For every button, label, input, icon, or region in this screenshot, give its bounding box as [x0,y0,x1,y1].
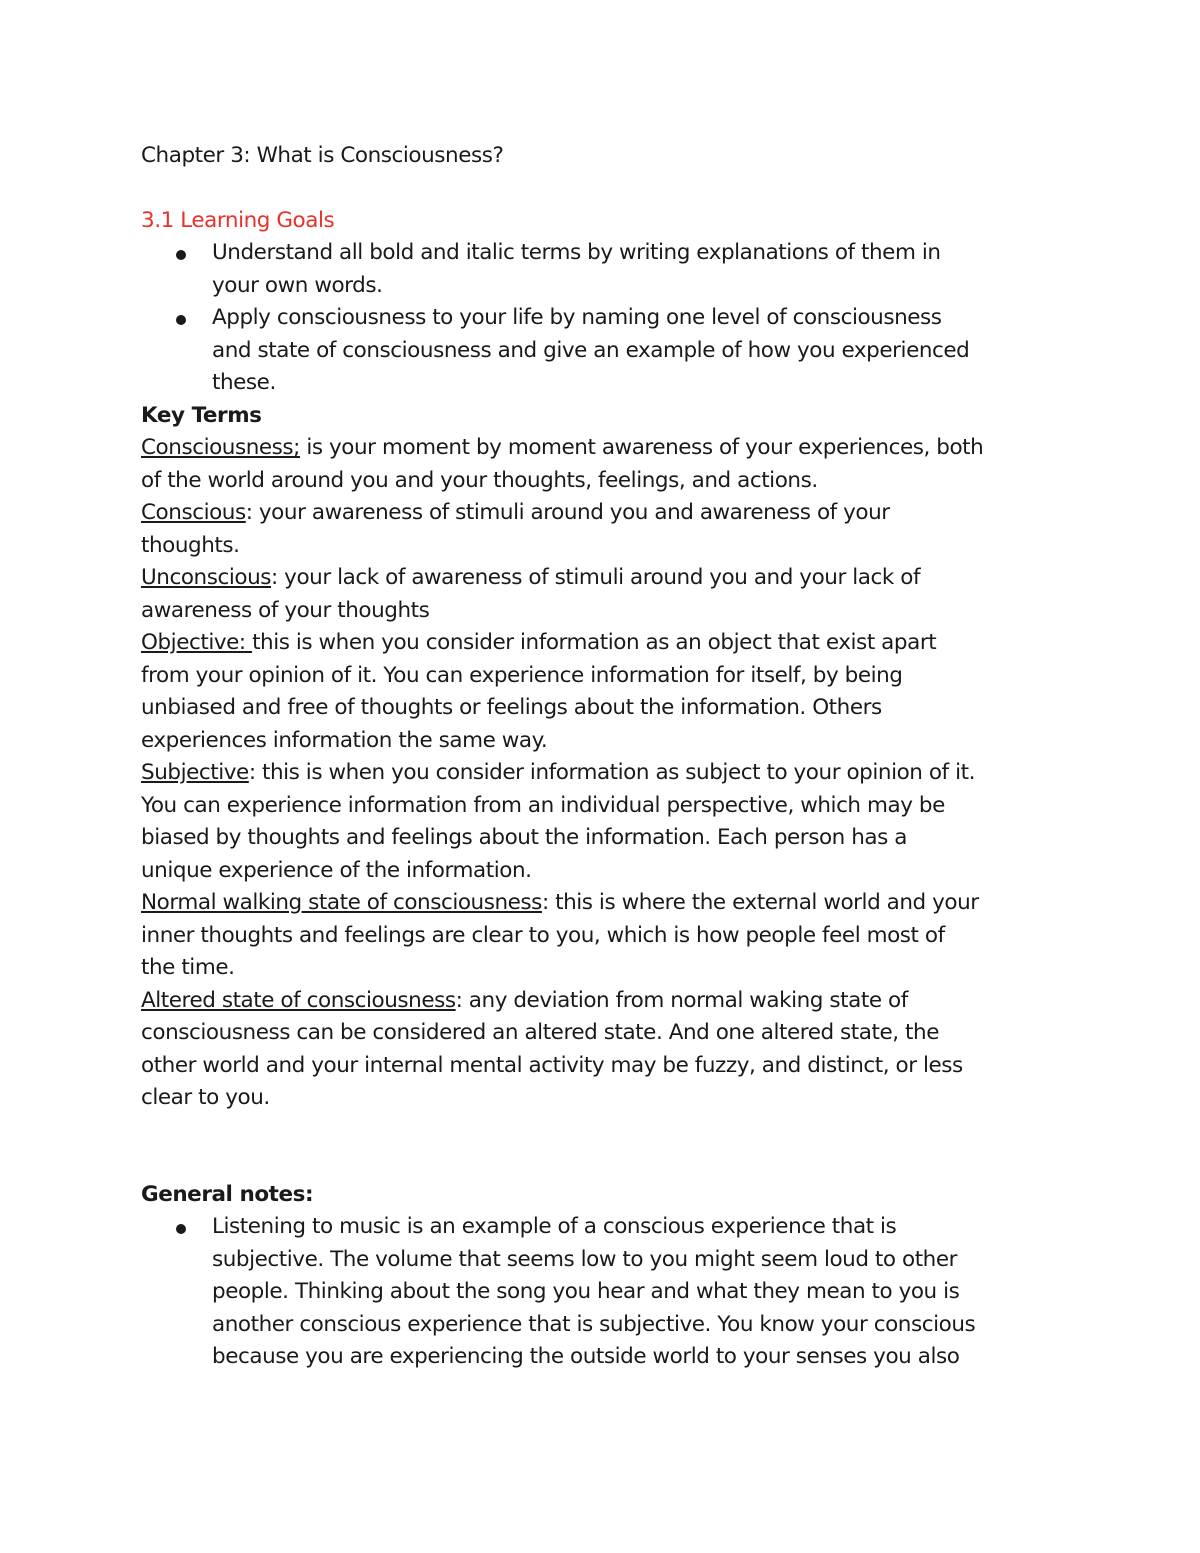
key-term-entry [141,627,1071,757]
key-term-definition-line: unique experience of the information. [141,857,532,883]
key-term-definition-line: the time. [141,955,235,980]
general-notes-list [141,1211,1071,1374]
key-term-first-line [141,562,1071,595]
list-item-line: another conscious experience that is subjective. You know your conscious [212,1311,976,1337]
spacer [141,173,1071,205]
list-item-line: Understand all bold and italic terms by writing explanations of them in [212,240,941,265]
key-term-definition-line: unbiased and free of thoughts or feelings about the information. Others [141,695,882,720]
list-item-line: your own words. [212,272,383,298]
key-term-entry [141,432,1071,497]
key-term-definition-line: from your opinion of it. You can experience information for itself, by being [141,662,903,688]
bullet-icon [176,315,186,325]
key-term-entry [141,562,1071,627]
key-term-definition-line: other world and your internal mental activity may be fuzzy, and distinct, or less [141,1052,963,1078]
key-term-first-line [141,627,1071,660]
chapter-title: Chapter 3: What is Consciousness? [141,143,504,168]
key-term-first-line [141,985,1071,1018]
key-term-label: Unconscious [141,565,271,590]
list-item-line: and state of consciousness and give an example of how you experienced [212,337,970,363]
key-term-definition-line: inner thoughts and feelings are clear to you, which is how people feel most of [141,922,945,948]
list-item-line: subjective. The volume that seems low to you might seem loud to other [212,1246,958,1272]
key-term-definition: : any deviation from normal waking state of [455,987,908,1013]
list-item [141,302,1071,400]
spacer [141,1115,1071,1179]
key-term-label: Conscious [141,500,246,525]
key-terms-heading: Key Terms [141,402,262,428]
key-term-entry [141,497,1071,562]
key-term-definition-line: consciousness can be considered an altered state. And one altered state, the [141,1020,939,1045]
list-item-line: because you are experiencing the outside world to your senses you also [212,1344,960,1369]
key-terms-list [141,432,1071,1115]
learning-goals-heading: 3.1 Learning Goals [141,207,335,233]
key-term-definition: : your lack of awareness of stimuli around you and your lack of [271,565,921,590]
key-term-first-line [141,757,1071,790]
key-term-label: Subjective [141,760,249,785]
key-term-entry [141,985,1071,1115]
key-term-label: Consciousness; [141,435,300,460]
list-item-line: Listening to music is an example of a conscious experience that is [212,1214,897,1239]
key-term-definition-line: biased by thoughts and feelings about the information. Each person has a [141,825,907,850]
bullet-icon [176,1224,186,1234]
key-term-definition: : this is when you consider information as subject to your opinion of it. [248,760,975,785]
list-item-line: these. [212,370,276,395]
key-term-label: Normal walking state of consciousness [141,890,542,915]
key-term-definition-line: of the world around you and your thoughts, feelings, and actions. [141,467,818,493]
key-term-definition: : this is where the external world and your [541,890,979,915]
key-term-first-line [141,497,1071,530]
key-term-label: Altered state of consciousness [141,987,456,1013]
key-term-entry [141,757,1071,887]
list-item [141,237,1071,302]
key-term-definition-line: You can experience information from an individual perspective, which may be [141,792,945,818]
key-term-entry [141,887,1071,985]
key-term-first-line [141,432,1071,465]
list-item-line: people. Thinking about the song you hear and what they mean to you is [212,1279,960,1304]
key-term-definition-line: thoughts. [141,532,240,558]
learning-goals-list [141,237,1071,400]
key-term-definition: this is when you consider information as an object that exist apart [252,630,937,655]
key-term-definition-line: experiences information the same way. [141,727,548,753]
key-term-definition: is your moment by moment awareness of your experiences, both [299,435,984,460]
list-item [141,1211,1071,1374]
document-page [141,140,1071,1374]
list-item-line: Apply consciousness to your life by naming one level of consciousness [212,305,942,330]
key-term-definition-line: clear to you. [141,1085,270,1110]
key-term-definition-line: awareness of your thoughts [141,597,430,623]
bullet-icon [176,250,186,260]
general-notes-heading: General notes: [141,1181,314,1207]
key-term-label: Objective: [141,630,253,655]
key-term-definition: : your awareness of stimuli around you and awareness of your [245,500,890,525]
key-term-first-line [141,887,1071,920]
